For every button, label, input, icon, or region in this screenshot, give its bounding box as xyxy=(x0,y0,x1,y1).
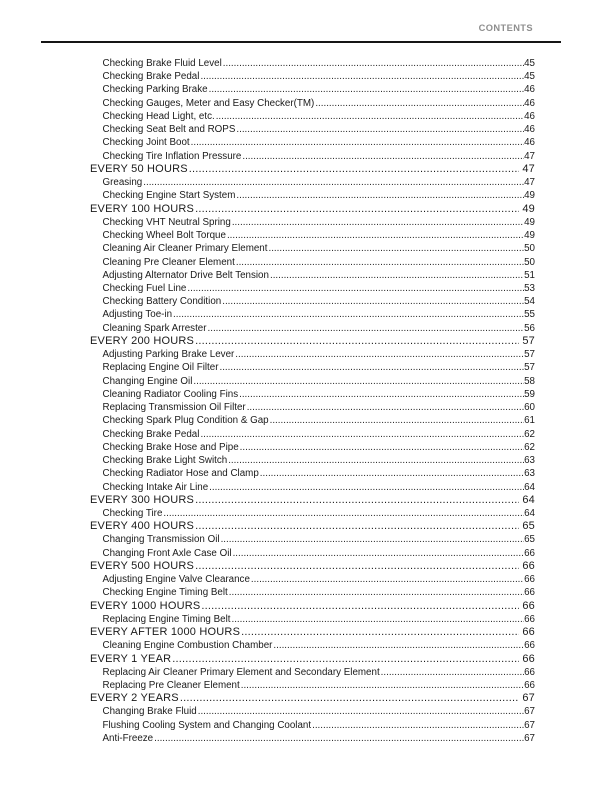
toc-entry-page: 54 xyxy=(524,296,535,308)
dot-leader xyxy=(172,653,519,666)
dot-leader xyxy=(315,97,524,110)
toc-entry-page: 64 xyxy=(524,481,535,493)
dot-leader xyxy=(247,401,524,414)
toc-entry-page: 66 xyxy=(522,626,535,639)
toc-entry xyxy=(90,83,535,96)
dot-leader xyxy=(189,163,520,176)
dot-leader xyxy=(231,613,524,626)
toc-entry-page: 59 xyxy=(524,388,535,400)
toc-entry-page: 46 xyxy=(524,137,535,149)
toc-entry-label: Replacing Air Cleaner Primary Element and Secondary Element xyxy=(102,666,380,678)
dot-leader xyxy=(200,428,524,441)
dot-leader xyxy=(239,388,524,401)
toc-entry-page: 67 xyxy=(524,706,535,718)
toc-entry xyxy=(90,388,535,401)
dot-leader xyxy=(235,348,524,361)
toc-entry-page: 55 xyxy=(524,309,535,321)
toc-entry-page: 66 xyxy=(524,547,535,559)
toc-entry xyxy=(90,586,535,599)
toc-entry-label: Checking Intake Air Line xyxy=(102,481,209,493)
toc-entry xyxy=(90,176,535,189)
dot-leader xyxy=(208,322,525,335)
toc-entry-page: 50 xyxy=(524,243,535,255)
toc-entry xyxy=(90,242,535,255)
toc-entry xyxy=(90,732,535,745)
toc-entry-label: Checking Gauges, Meter and Easy Checker(TM) xyxy=(102,97,315,109)
toc-entry-label: Replacing Engine Oil Filter xyxy=(102,362,219,374)
toc-entry-page: 47 xyxy=(524,177,535,189)
dot-leader xyxy=(227,229,524,242)
toc-entry xyxy=(90,295,535,308)
toc-entry-page: 46 xyxy=(524,110,535,122)
toc-entry-label: Checking Battery Condition xyxy=(102,296,222,308)
toc-entry-page: 66 xyxy=(522,652,535,665)
running-header xyxy=(41,23,533,33)
toc-entry-label: Checking Engine Start System xyxy=(102,190,236,202)
dot-leader xyxy=(143,176,524,189)
toc-entry-page: 49 xyxy=(522,202,535,215)
toc-entry-page: 65 xyxy=(522,520,535,533)
dot-leader xyxy=(191,136,524,149)
dot-leader xyxy=(163,507,524,520)
toc-entry xyxy=(90,573,535,586)
toc-entry xyxy=(90,639,535,652)
toc-entry-label: Checking Radiator Hose and Clamp xyxy=(102,468,259,480)
dot-leader xyxy=(236,256,524,269)
toc-entry-label: Adjusting Parking Brake Lever xyxy=(102,349,235,361)
dot-leader xyxy=(240,441,524,454)
toc-entry xyxy=(90,322,535,335)
dot-leader xyxy=(209,481,524,494)
toc-entry-page: 57 xyxy=(524,349,535,361)
toc-entry xyxy=(90,533,535,546)
dot-leader xyxy=(209,83,524,96)
toc-entry-label: Adjusting Alternator Drive Belt Tension xyxy=(102,269,269,281)
toc-entry-label: Checking Brake Pedal xyxy=(102,71,200,83)
toc-entry xyxy=(90,494,535,507)
toc-entry-page: 65 xyxy=(524,534,535,546)
toc-entry xyxy=(90,600,535,613)
toc-entry-page: 60 xyxy=(524,402,535,414)
toc-entry xyxy=(90,507,535,520)
toc-entry-label: Greasing xyxy=(102,177,143,189)
page-title: CONTENTS xyxy=(478,23,533,33)
toc-entry xyxy=(90,375,535,388)
toc-entry-page: 64 xyxy=(524,507,535,519)
toc-entry xyxy=(90,401,535,414)
toc-entry-label: Checking Tire xyxy=(102,507,163,519)
toc-entry-page: 63 xyxy=(524,468,535,480)
toc-entry xyxy=(90,97,535,110)
toc-entry xyxy=(90,613,535,626)
toc-entry xyxy=(90,136,535,149)
toc-entry-label: Adjusting Toe-in xyxy=(102,309,173,321)
toc-entry-page: 46 xyxy=(524,97,535,109)
toc-entry xyxy=(90,428,535,441)
toc-entry-label: EVERY 200 HOURS xyxy=(90,334,195,347)
dot-leader xyxy=(236,123,524,136)
toc-entry-label: Changing Brake Fluid xyxy=(102,706,197,718)
toc-entry-label: Changing Engine Oil xyxy=(102,375,193,387)
toc-entry-page: 66 xyxy=(524,640,535,652)
dot-leader xyxy=(216,110,524,123)
toc-entry-label: EVERY 2 YEARS xyxy=(90,692,179,705)
toc-entry xyxy=(90,719,535,732)
dot-leader xyxy=(198,705,524,718)
toc-entry xyxy=(90,679,535,692)
toc-entry xyxy=(90,203,535,216)
toc-entry-label: Checking Brake Light Switch xyxy=(102,455,228,467)
toc-entry-page: 66 xyxy=(524,587,535,599)
dot-leader xyxy=(381,666,524,679)
toc-entry xyxy=(90,269,535,282)
dot-leader xyxy=(180,692,520,705)
toc-entry xyxy=(90,163,535,176)
dot-leader xyxy=(232,216,524,229)
toc-entry-page: 58 xyxy=(524,375,535,387)
toc-entry-label: Checking Brake Fluid Level xyxy=(102,58,222,69)
toc-entry-page: 49 xyxy=(524,230,535,242)
toc-entry-page: 66 xyxy=(524,680,535,692)
dot-leader xyxy=(195,335,519,348)
toc-entry-label: Changing Transmission Oil xyxy=(102,534,220,546)
toc-entry-label: Flushing Cooling System and Changing Coolant xyxy=(102,719,312,731)
toc-entry-page: 45 xyxy=(524,58,535,69)
toc-entry-label: Checking Wheel Bolt Torque xyxy=(102,230,226,242)
toc-entry-label: Cleaning Spark Arrester xyxy=(102,322,207,334)
dot-leader xyxy=(233,547,525,560)
toc-entry-page: 62 xyxy=(524,428,535,440)
toc-entry xyxy=(90,308,535,321)
dot-leader xyxy=(229,586,524,599)
toc-entry-page: 46 xyxy=(524,84,535,96)
dot-leader xyxy=(312,719,524,732)
toc-entry-page: 66 xyxy=(522,599,535,612)
toc-entry-label: Checking VHT Neutral Spring xyxy=(102,216,231,228)
toc-entry-label: EVERY 300 HOURS xyxy=(90,493,195,506)
toc-entry-page: 53 xyxy=(524,282,535,294)
toc-entry-label: Checking Fuel Line xyxy=(102,282,187,294)
dot-leader xyxy=(273,639,524,652)
dot-leader xyxy=(221,533,525,546)
toc-entry-label: Changing Front Axle Case Oil xyxy=(102,547,232,559)
header-rule xyxy=(41,41,561,43)
dot-leader xyxy=(223,57,524,70)
toc-entry-label: Anti-Freeze xyxy=(102,732,154,744)
dot-leader xyxy=(200,70,524,83)
toc-entry-label: Cleaning Pre Cleaner Element xyxy=(102,256,235,268)
toc-entry-label: Cleaning Radiator Cooling Fins xyxy=(102,388,239,400)
dot-leader xyxy=(173,308,524,321)
toc-entry xyxy=(90,335,535,348)
toc-entry xyxy=(90,57,535,70)
toc-entry-label: Checking Head Light, etc. xyxy=(102,110,215,122)
toc-entry-page: 49 xyxy=(524,216,535,228)
dot-leader xyxy=(228,454,524,467)
toc-entry-label: EVERY 400 HOURS xyxy=(90,520,195,533)
toc-entry-page: 66 xyxy=(524,613,535,625)
toc-entry-label: Cleaning Air Cleaner Primary Element xyxy=(102,243,268,255)
toc-entry-label: Checking Seat Belt and ROPS xyxy=(102,124,236,136)
toc-entry-page: 63 xyxy=(524,455,535,467)
toc-entry xyxy=(90,626,535,639)
toc-entry-page: 47 xyxy=(524,150,535,162)
toc-entry-page: 64 xyxy=(522,493,535,506)
toc-entry-label: Checking Tire Inflation Pressure xyxy=(102,150,242,162)
toc-entry xyxy=(90,692,535,705)
dot-leader xyxy=(241,679,524,692)
dot-leader xyxy=(195,494,519,507)
toc-entry-label: Replacing Engine Timing Belt xyxy=(102,613,231,625)
toc-entry-label: EVERY 1000 HOURS xyxy=(90,599,201,612)
dot-leader xyxy=(195,520,519,533)
dot-leader xyxy=(270,414,524,427)
toc-entry xyxy=(90,348,535,361)
dot-leader xyxy=(222,295,524,308)
dot-leader xyxy=(242,150,524,163)
toc-entry-label: Replacing Transmission Oil Filter xyxy=(102,402,246,414)
toc-entry-page: 47 xyxy=(522,162,535,175)
toc-entry-page: 66 xyxy=(524,666,535,678)
toc-entry-label: EVERY 100 HOURS xyxy=(90,202,195,215)
toc-entry-label: EVERY AFTER 1000 HOURS xyxy=(90,626,241,639)
dot-leader xyxy=(195,203,519,216)
toc-entry-page: 57 xyxy=(522,334,535,347)
toc-entry xyxy=(90,547,535,560)
toc-entry-page: 61 xyxy=(524,415,535,427)
toc-entry-page: 67 xyxy=(524,732,535,744)
dot-leader xyxy=(270,269,524,282)
toc-entry xyxy=(90,666,535,679)
toc-entry-page: 45 xyxy=(524,71,535,83)
toc-entry xyxy=(90,467,535,480)
toc-entry-label: Checking Engine Timing Belt xyxy=(102,587,228,599)
dot-leader xyxy=(236,189,524,202)
toc-entry xyxy=(90,705,535,718)
toc-entry-page: 56 xyxy=(524,322,535,334)
dot-leader xyxy=(251,573,524,586)
dot-leader xyxy=(241,626,519,639)
toc-entry xyxy=(90,653,535,666)
toc-entry xyxy=(90,216,535,229)
toc-entry xyxy=(90,414,535,427)
dot-leader xyxy=(260,467,524,480)
toc-entry-page: 49 xyxy=(524,190,535,202)
toc-entry-page: 67 xyxy=(524,719,535,731)
toc-entry-page: 51 xyxy=(524,269,535,281)
toc-entry-page: 57 xyxy=(524,362,535,374)
dot-leader xyxy=(219,361,524,374)
toc-entry-label: Adjusting Engine Valve Clearance xyxy=(102,574,250,586)
toc-entry-label: Replacing Pre Cleaner Element xyxy=(102,680,240,692)
toc-entry xyxy=(90,189,535,202)
toc-entry-label: EVERY 1 YEAR xyxy=(90,652,172,665)
toc-entry xyxy=(90,481,535,494)
toc-entry xyxy=(90,282,535,295)
toc-entry xyxy=(90,123,535,136)
toc-entry xyxy=(90,150,535,163)
toc-entry-label: Checking Parking Brake xyxy=(102,84,208,96)
dot-leader xyxy=(193,375,524,388)
toc-entry xyxy=(90,520,535,533)
toc-entry-page: 62 xyxy=(524,441,535,453)
toc-entry-label: EVERY 50 HOURS xyxy=(90,162,188,175)
toc-entry xyxy=(90,441,535,454)
toc-entry xyxy=(90,361,535,374)
toc-entry xyxy=(90,70,535,83)
toc-entry-page: 67 xyxy=(522,692,535,705)
toc-entry-label: Checking Brake Pedal xyxy=(102,428,200,440)
toc-entry-page: 50 xyxy=(524,256,535,268)
toc-entry-label: Checking Joint Boot xyxy=(102,137,190,149)
toc-entry-label: Checking Brake Hose and Pipe xyxy=(102,441,239,453)
toc-entry-label: EVERY 500 HOURS xyxy=(90,559,195,572)
toc-entry xyxy=(90,256,535,269)
toc-entry xyxy=(90,454,535,467)
toc-entry xyxy=(90,560,535,573)
toc-entry-page: 66 xyxy=(522,559,535,572)
toc-entry xyxy=(90,229,535,242)
toc-entry-page: 46 xyxy=(524,124,535,136)
dot-leader xyxy=(201,600,519,613)
table-of-contents xyxy=(90,57,535,745)
dot-leader xyxy=(187,282,524,295)
toc-entry xyxy=(90,110,535,123)
toc-entry-page: 66 xyxy=(524,574,535,586)
dot-leader xyxy=(268,242,524,255)
toc-entry-label: Cleaning Engine Combustion Chamber xyxy=(102,640,273,652)
toc-entry-label: Checking Spark Plug Condition & Gap xyxy=(102,415,269,427)
dot-leader xyxy=(154,732,524,745)
dot-leader xyxy=(195,560,519,573)
